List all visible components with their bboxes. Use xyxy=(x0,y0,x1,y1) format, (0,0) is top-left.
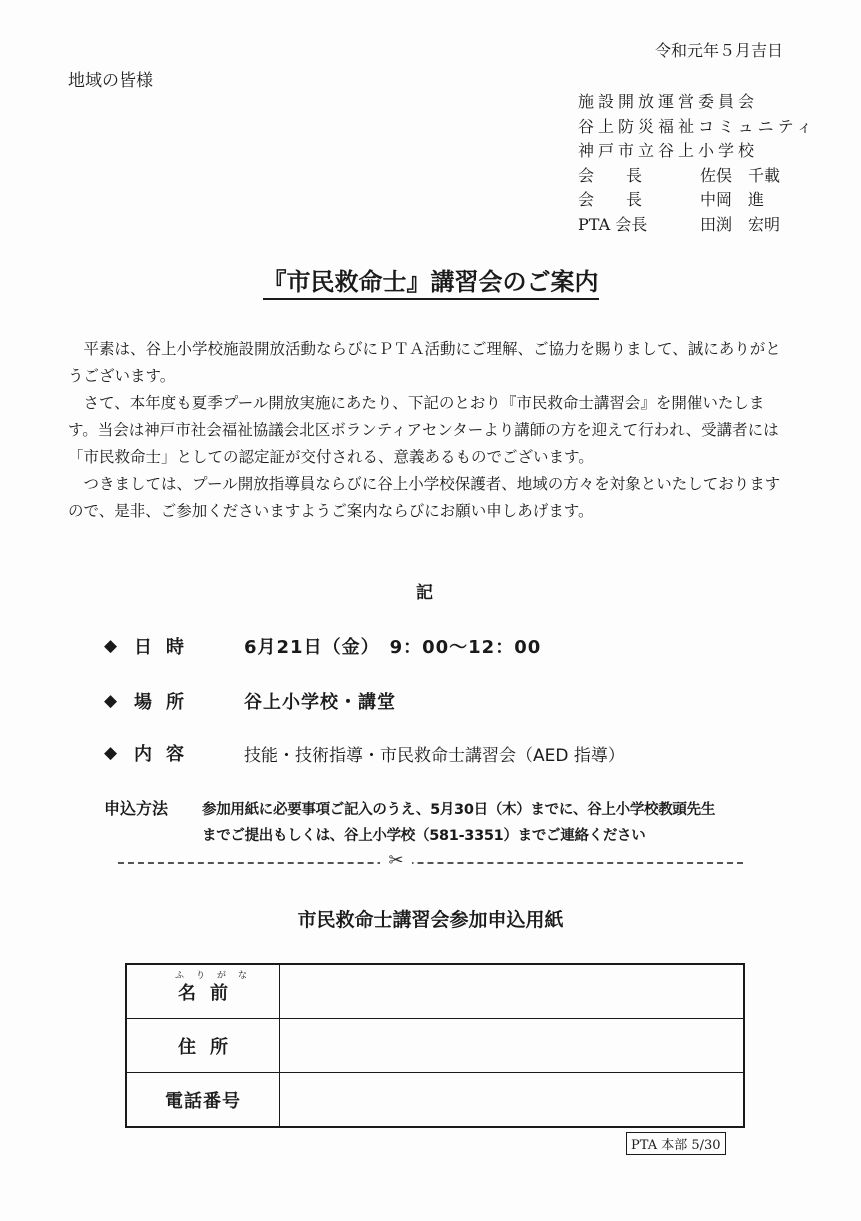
sender-role: PTA 会長 xyxy=(578,214,648,234)
detail-value: 6月21日（金） 9：00～12：00 xyxy=(244,637,542,658)
body-paragraph: つきましては、プール開放指導員ならびに谷上小学校保護者、地域の方々を対象といたしておりますので、是非、ご参加くださいますようご案内ならびにお願い申しあげます。 xyxy=(68,475,781,520)
name-label-cell xyxy=(126,964,280,1019)
phone-field[interactable] xyxy=(280,1073,745,1128)
application-form xyxy=(125,963,745,1128)
title-text: 『市民救命士』講習会のご案内 xyxy=(263,268,599,300)
sender-row xyxy=(578,115,816,140)
body-paragraph: 平素は、谷上小学校施設開放活動ならびにＰＴＡ活動にご理解、ご協力を賜りまして、誠にありがとうございます。 xyxy=(68,340,781,385)
name-label: 名前 xyxy=(178,982,242,1004)
detail-value: 谷上小学校・講堂 xyxy=(244,692,396,713)
diamond-bullet-icon: ◆ xyxy=(104,636,118,656)
address-field[interactable] xyxy=(280,1019,745,1073)
form-row-phone xyxy=(126,1073,744,1128)
address-label-cell xyxy=(126,1019,280,1073)
sender-org: 谷上防災福祉コミュニティ xyxy=(578,116,817,136)
form-row-name xyxy=(126,964,744,1019)
detail-label: 内容 xyxy=(134,744,198,765)
detail-place xyxy=(104,688,396,714)
sender-org: 神戸市立谷上小学校 xyxy=(578,141,759,160)
detail-date xyxy=(104,633,541,659)
document-title xyxy=(0,262,861,297)
ki-heading: 記 xyxy=(416,583,433,603)
sender-row xyxy=(578,188,816,213)
apply-label: 申込方法 xyxy=(104,799,169,818)
scissors-icon: ✂ xyxy=(380,850,412,872)
sender-role: 会 長 xyxy=(578,190,643,209)
body-text xyxy=(68,336,793,525)
sender-block xyxy=(578,90,816,237)
detail-value: 技能・技術指導・市民救命士講習会（AED 指導） xyxy=(244,745,625,766)
sender-role: 会 長 xyxy=(578,165,643,185)
sender-row xyxy=(578,90,816,115)
name-field[interactable] xyxy=(280,964,745,1019)
apply-line: までご提出もしくは、谷上小学校（581‐3351）までご連絡ください xyxy=(202,828,646,844)
sender-row xyxy=(578,164,816,189)
document-date: 令和元年５月吉日 xyxy=(654,41,783,60)
detail-content xyxy=(104,740,625,766)
sender-name: 田渕 宏明 xyxy=(700,214,781,234)
sender-row xyxy=(578,213,816,238)
phone-label: 電話番号 xyxy=(165,1090,241,1112)
phone-label-cell xyxy=(126,1073,280,1128)
body-paragraph: さて、本年度も夏季プール開放実施にあたり、下記のとおり『市民救命士講習会』を開催いたします。当会は神戸市社会福祉協議会北区ボランティアセンターより講師の方を迎えて行われ、受講者には「市民救命士」としての認定証が交付される、意義あるものでございます。 xyxy=(68,394,779,466)
addressee: 地域の皆様 xyxy=(68,71,153,91)
sender-row xyxy=(578,139,816,164)
sender-name: 佐俣 千載 xyxy=(700,165,781,185)
furigana-label: ふりがな xyxy=(175,971,260,981)
form-title: 市民救命士講習会参加申込用紙 xyxy=(297,909,564,931)
cut-line xyxy=(118,862,743,864)
diamond-bullet-icon: ◆ xyxy=(104,691,118,711)
sender-name: 中岡 進 xyxy=(700,190,765,209)
apply-line: 参加用紙に必要事項ご記入のうえ、5月30日（木）までに、谷上小学校教頭先生 xyxy=(202,802,716,818)
sender-org: 施設開放運営委員会 xyxy=(578,92,759,111)
pta-stamp: PTA 本部 5/30 xyxy=(626,1132,726,1155)
diamond-bullet-icon: ◆ xyxy=(104,743,118,763)
address-label: 住所 xyxy=(178,1036,242,1058)
detail-label: 場所 xyxy=(134,692,198,713)
detail-label: 日時 xyxy=(134,637,198,658)
form-row-address xyxy=(126,1019,744,1073)
